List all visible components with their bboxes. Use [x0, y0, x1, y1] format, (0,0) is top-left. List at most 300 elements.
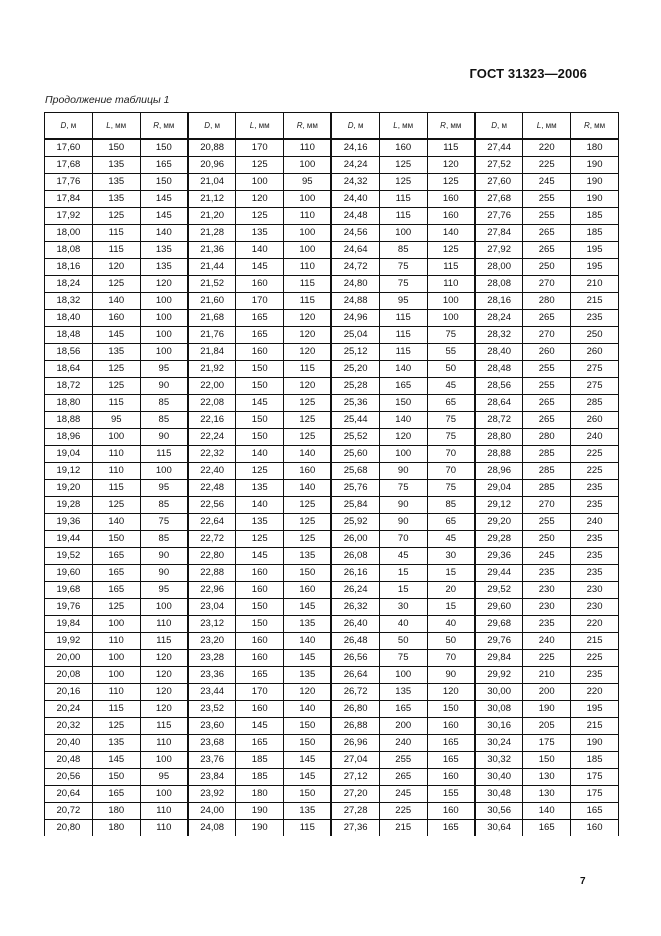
table-row [45, 701, 619, 718]
column-symbol: R [440, 121, 446, 130]
column-header [427, 113, 475, 140]
table-cell: 145 [284, 599, 332, 616]
table-cell: 135 [284, 667, 332, 684]
table-cell: 115 [140, 718, 188, 735]
table-cell: 125 [92, 718, 140, 735]
table-cell: 28,00 [475, 259, 523, 276]
table-cell: 25,60 [331, 446, 379, 463]
table-cell: 285 [523, 463, 571, 480]
table-cell: 27,20 [331, 786, 379, 803]
table-cell: 26,08 [331, 548, 379, 565]
table-cell: 175 [571, 769, 619, 786]
table-cell: 100 [284, 242, 332, 259]
table-cell: 20,96 [188, 157, 236, 174]
table-cell: 125 [379, 157, 427, 174]
table-caption: Продолжение таблицы 1 [45, 94, 170, 106]
table-cell: 180 [92, 803, 140, 820]
table-cell: 27,12 [331, 769, 379, 786]
table-cell: 170 [236, 684, 284, 701]
table-row [45, 463, 619, 480]
table-cell: 20 [427, 582, 475, 599]
table-cell: 110 [427, 276, 475, 293]
table-cell: 185 [236, 752, 284, 769]
table-cell: 165 [236, 327, 284, 344]
table-cell: 275 [571, 378, 619, 395]
table-cell: 30 [427, 548, 475, 565]
table-cell: 30,64 [475, 820, 523, 837]
table-cell: 285 [523, 446, 571, 463]
column-header [188, 113, 236, 140]
table-cell: 22,96 [188, 582, 236, 599]
table-cell: 115 [92, 395, 140, 412]
table-cell: 225 [571, 446, 619, 463]
table-cell: 175 [523, 735, 571, 752]
table-cell: 160 [284, 463, 332, 480]
table-cell: 225 [523, 650, 571, 667]
table-cell: 120 [140, 276, 188, 293]
table-cell: 140 [140, 225, 188, 242]
table-cell: 28,16 [475, 293, 523, 310]
table-cell: 215 [571, 718, 619, 735]
table-cell: 28,72 [475, 412, 523, 429]
table-cell: 20,16 [45, 684, 93, 701]
table-cell: 135 [236, 225, 284, 242]
table-cell: 190 [571, 174, 619, 191]
table-cell: 160 [236, 344, 284, 361]
table-cell: 26,48 [331, 633, 379, 650]
table-cell: 23,92 [188, 786, 236, 803]
table-cell: 22,40 [188, 463, 236, 480]
table-cell: 150 [140, 139, 188, 157]
table-cell: 28,24 [475, 310, 523, 327]
table-cell: 95 [140, 582, 188, 599]
table-cell: 135 [92, 191, 140, 208]
table-cell: 24,24 [331, 157, 379, 174]
column-unit: , м [497, 121, 507, 130]
table-cell: 235 [571, 310, 619, 327]
table-cell: 27,84 [475, 225, 523, 242]
table-cell: 28,64 [475, 395, 523, 412]
table-row [45, 480, 619, 497]
table-cell: 120 [140, 667, 188, 684]
table-cell: 175 [571, 786, 619, 803]
table-cell: 280 [523, 429, 571, 446]
column-unit: , мм [254, 121, 270, 130]
table-cell: 125 [379, 174, 427, 191]
column-unit: , мм [541, 121, 557, 130]
table-cell: 100 [427, 293, 475, 310]
table-cell: 100 [92, 616, 140, 633]
table-cell: 100 [284, 157, 332, 174]
table-cell: 185 [571, 208, 619, 225]
table-cell: 24,64 [331, 242, 379, 259]
table-cell: 140 [523, 803, 571, 820]
table-cell: 24,40 [331, 191, 379, 208]
table-cell: 145 [236, 395, 284, 412]
table-cell: 23,84 [188, 769, 236, 786]
table-cell: 110 [92, 446, 140, 463]
table-cell: 27,36 [331, 820, 379, 837]
table-cell: 115 [140, 633, 188, 650]
table-cell: 150 [236, 378, 284, 395]
table-cell: 125 [427, 174, 475, 191]
table-cell: 18,72 [45, 378, 93, 395]
table-cell: 19,92 [45, 633, 93, 650]
table-cell: 95 [140, 361, 188, 378]
table-cell: 17,60 [45, 139, 93, 157]
table-cell: 28,56 [475, 378, 523, 395]
table-cell: 150 [236, 429, 284, 446]
table-cell: 190 [571, 157, 619, 174]
table-cell: 250 [523, 531, 571, 548]
table-cell: 21,76 [188, 327, 236, 344]
table-cell: 100 [140, 293, 188, 310]
table-cell: 235 [571, 497, 619, 514]
table-cell: 20,40 [45, 735, 93, 752]
document-code: ГОСТ 31323—2006 [469, 66, 587, 81]
table-cell: 145 [284, 752, 332, 769]
table-cell: 115 [92, 225, 140, 242]
table-cell: 235 [523, 616, 571, 633]
table-cell: 135 [92, 735, 140, 752]
table-cell: 145 [284, 769, 332, 786]
table-cell: 125 [92, 361, 140, 378]
table-cell: 225 [571, 650, 619, 667]
table-cell: 160 [379, 139, 427, 157]
table-cell: 165 [236, 735, 284, 752]
table-cell: 195 [571, 242, 619, 259]
table-cell: 28,08 [475, 276, 523, 293]
table-cell: 15 [427, 565, 475, 582]
table-cell: 75 [427, 412, 475, 429]
table-cell: 135 [284, 548, 332, 565]
table-cell: 245 [379, 786, 427, 803]
table-cell: 115 [379, 191, 427, 208]
table-cell: 18,48 [45, 327, 93, 344]
table-cell: 235 [571, 531, 619, 548]
table-cell: 255 [379, 752, 427, 769]
column-header [236, 113, 284, 140]
table-cell: 24,72 [331, 259, 379, 276]
table-cell: 120 [284, 310, 332, 327]
table-cell: 120 [284, 327, 332, 344]
table-cell: 165 [236, 667, 284, 684]
table-cell: 265 [523, 242, 571, 259]
column-unit: , мм [110, 121, 127, 130]
table-row [45, 259, 619, 276]
table-cell: 190 [523, 701, 571, 718]
table-cell: 135 [140, 242, 188, 259]
table-cell: 130 [523, 786, 571, 803]
table-cell: 160 [236, 650, 284, 667]
table-cell: 165 [427, 752, 475, 769]
table-cell: 45 [379, 548, 427, 565]
table-cell: 29,44 [475, 565, 523, 582]
table-cell: 125 [92, 208, 140, 225]
table-cell: 120 [140, 684, 188, 701]
table-cell: 170 [236, 293, 284, 310]
table-row [45, 752, 619, 769]
table-cell: 240 [379, 735, 427, 752]
column-unit: , мм [158, 121, 175, 130]
table-cell: 29,04 [475, 480, 523, 497]
table-cell: 20,48 [45, 752, 93, 769]
table-row [45, 361, 619, 378]
table-row [45, 293, 619, 310]
table-row [45, 820, 619, 837]
table-cell: 85 [140, 412, 188, 429]
table-cell: 90 [140, 378, 188, 395]
column-header [92, 113, 140, 140]
table-cell: 255 [523, 208, 571, 225]
table-cell: 22,24 [188, 429, 236, 446]
table-cell: 230 [571, 599, 619, 616]
column-symbol: L [536, 121, 542, 130]
table-body [45, 139, 619, 836]
table-cell: 110 [140, 735, 188, 752]
table-cell: 75 [379, 259, 427, 276]
table-cell: 180 [92, 820, 140, 837]
table-cell: 135 [284, 803, 332, 820]
table-cell: 18,32 [45, 293, 93, 310]
table-cell: 23,44 [188, 684, 236, 701]
table-cell: 29,92 [475, 667, 523, 684]
table-cell: 205 [523, 718, 571, 735]
table-cell: 260 [571, 344, 619, 361]
column-unit: , мм [302, 121, 318, 130]
table-cell: 22,32 [188, 446, 236, 463]
table-cell: 19,12 [45, 463, 93, 480]
column-symbol: R [296, 121, 303, 130]
column-symbol: R [153, 121, 159, 130]
table-cell: 160 [236, 276, 284, 293]
table-cell: 230 [523, 582, 571, 599]
table-cell: 70 [427, 446, 475, 463]
table-cell: 210 [571, 276, 619, 293]
table-cell: 145 [92, 752, 140, 769]
page-number: 7 [580, 876, 586, 887]
table-cell: 25,28 [331, 378, 379, 395]
table-cell: 145 [236, 259, 284, 276]
column-header [379, 113, 427, 140]
table-cell: 200 [523, 684, 571, 701]
table-cell: 23,04 [188, 599, 236, 616]
table-cell: 28,32 [475, 327, 523, 344]
table-cell: 23,28 [188, 650, 236, 667]
table-cell: 160 [427, 769, 475, 786]
table-cell: 275 [571, 361, 619, 378]
table-cell: 145 [236, 548, 284, 565]
table-row [45, 803, 619, 820]
table-cell: 160 [236, 701, 284, 718]
table-cell: 24,96 [331, 310, 379, 327]
table-cell: 15 [379, 582, 427, 599]
table-cell: 18,24 [45, 276, 93, 293]
table-cell: 100 [379, 446, 427, 463]
table-cell: 15 [379, 565, 427, 582]
table-cell: 25,84 [331, 497, 379, 514]
table-cell: 25,92 [331, 514, 379, 531]
table-cell: 115 [92, 701, 140, 718]
table-row [45, 446, 619, 463]
table-row [45, 684, 619, 701]
table-cell: 110 [140, 803, 188, 820]
table-cell: 150 [284, 786, 332, 803]
table-cell: 135 [379, 684, 427, 701]
table-cell: 255 [523, 514, 571, 531]
table-cell: 23,60 [188, 718, 236, 735]
column-symbol: R [583, 121, 590, 130]
table-row [45, 429, 619, 446]
table-row [45, 174, 619, 191]
table-cell: 140 [236, 446, 284, 463]
table-cell: 40 [427, 616, 475, 633]
table-cell: 29,84 [475, 650, 523, 667]
table-cell: 160 [284, 582, 332, 599]
table-cell: 245 [523, 174, 571, 191]
table-cell: 165 [379, 701, 427, 718]
table-cell: 140 [236, 242, 284, 259]
table-row [45, 667, 619, 684]
table-cell: 150 [523, 752, 571, 769]
table-cell: 27,68 [475, 191, 523, 208]
column-symbol: L [106, 121, 111, 130]
table-cell: 145 [92, 327, 140, 344]
table-cell: 23,12 [188, 616, 236, 633]
table-cell: 235 [571, 548, 619, 565]
table-cell: 100 [92, 667, 140, 684]
table-cell: 100 [140, 310, 188, 327]
table-cell: 90 [427, 667, 475, 684]
table-cell: 125 [236, 157, 284, 174]
table-cell: 240 [571, 429, 619, 446]
table-cell: 28,80 [475, 429, 523, 446]
table-cell: 260 [571, 412, 619, 429]
table-cell: 115 [379, 310, 427, 327]
table-cell: 27,92 [475, 242, 523, 259]
column-header [571, 113, 619, 140]
table-cell: 190 [236, 820, 284, 837]
table-cell: 125 [236, 531, 284, 548]
table-cell: 18,40 [45, 310, 93, 327]
table-cell: 150 [236, 361, 284, 378]
table-cell: 19,76 [45, 599, 93, 616]
table-cell: 24,08 [188, 820, 236, 837]
table-cell: 18,16 [45, 259, 93, 276]
table-cell: 30,00 [475, 684, 523, 701]
table-cell: 90 [140, 548, 188, 565]
table-cell: 65 [427, 395, 475, 412]
table-cell: 140 [92, 293, 140, 310]
table-cell: 95 [140, 480, 188, 497]
table-cell: 165 [236, 310, 284, 327]
table-cell: 145 [236, 718, 284, 735]
table-cell: 230 [571, 582, 619, 599]
table-cell: 40 [379, 616, 427, 633]
table-row [45, 225, 619, 242]
table-cell: 115 [92, 242, 140, 259]
table-cell: 140 [284, 480, 332, 497]
table-cell: 165 [523, 820, 571, 837]
table-cell: 100 [92, 429, 140, 446]
table-cell: 25,52 [331, 429, 379, 446]
table-row [45, 395, 619, 412]
table-cell: 26,64 [331, 667, 379, 684]
table-cell: 220 [571, 616, 619, 633]
table-cell: 22,80 [188, 548, 236, 565]
table-cell: 235 [571, 565, 619, 582]
table-cell: 25,20 [331, 361, 379, 378]
table-row [45, 565, 619, 582]
table-row [45, 139, 619, 157]
table-cell: 120 [140, 650, 188, 667]
table-row [45, 548, 619, 565]
table-cell: 95 [92, 412, 140, 429]
table-cell: 100 [140, 752, 188, 769]
table-row [45, 344, 619, 361]
table-cell: 24,32 [331, 174, 379, 191]
table-cell: 23,68 [188, 735, 236, 752]
table-cell: 50 [427, 633, 475, 650]
table-cell: 30,24 [475, 735, 523, 752]
table-cell: 95 [284, 174, 332, 191]
table-cell: 100 [140, 786, 188, 803]
table-cell: 17,84 [45, 191, 93, 208]
table-row [45, 599, 619, 616]
table-cell: 185 [236, 769, 284, 786]
table-cell: 140 [284, 446, 332, 463]
table-cell: 22,64 [188, 514, 236, 531]
table-cell: 25,76 [331, 480, 379, 497]
table-cell: 125 [284, 429, 332, 446]
table-cell: 100 [140, 463, 188, 480]
table-cell: 26,00 [331, 531, 379, 548]
table-cell: 110 [140, 820, 188, 837]
table-cell: 150 [92, 531, 140, 548]
column-unit: , мм [589, 121, 606, 130]
table-cell: 165 [427, 735, 475, 752]
table-row [45, 276, 619, 293]
table-cell: 100 [140, 327, 188, 344]
table-cell: 135 [92, 157, 140, 174]
column-symbol: L [249, 121, 255, 130]
table-cell: 20,72 [45, 803, 93, 820]
table-cell: 260 [523, 344, 571, 361]
table-cell: 115 [140, 446, 188, 463]
table-cell: 285 [523, 480, 571, 497]
table-cell: 70 [427, 463, 475, 480]
table-cell: 130 [523, 769, 571, 786]
table-row [45, 650, 619, 667]
table-cell: 215 [379, 820, 427, 837]
table-cell: 165 [427, 820, 475, 837]
table-cell: 45 [427, 531, 475, 548]
table-cell: 85 [140, 497, 188, 514]
table-cell: 125 [284, 531, 332, 548]
table-cell: 235 [571, 667, 619, 684]
table-cell: 29,12 [475, 497, 523, 514]
table-cell: 190 [571, 735, 619, 752]
table-cell: 150 [284, 718, 332, 735]
table-cell: 85 [379, 242, 427, 259]
table-cell: 19,84 [45, 616, 93, 633]
table-cell: 110 [92, 463, 140, 480]
table-cell: 115 [427, 259, 475, 276]
table-cell: 50 [427, 361, 475, 378]
table-cell: 27,76 [475, 208, 523, 225]
table-cell: 19,44 [45, 531, 93, 548]
table-row [45, 769, 619, 786]
